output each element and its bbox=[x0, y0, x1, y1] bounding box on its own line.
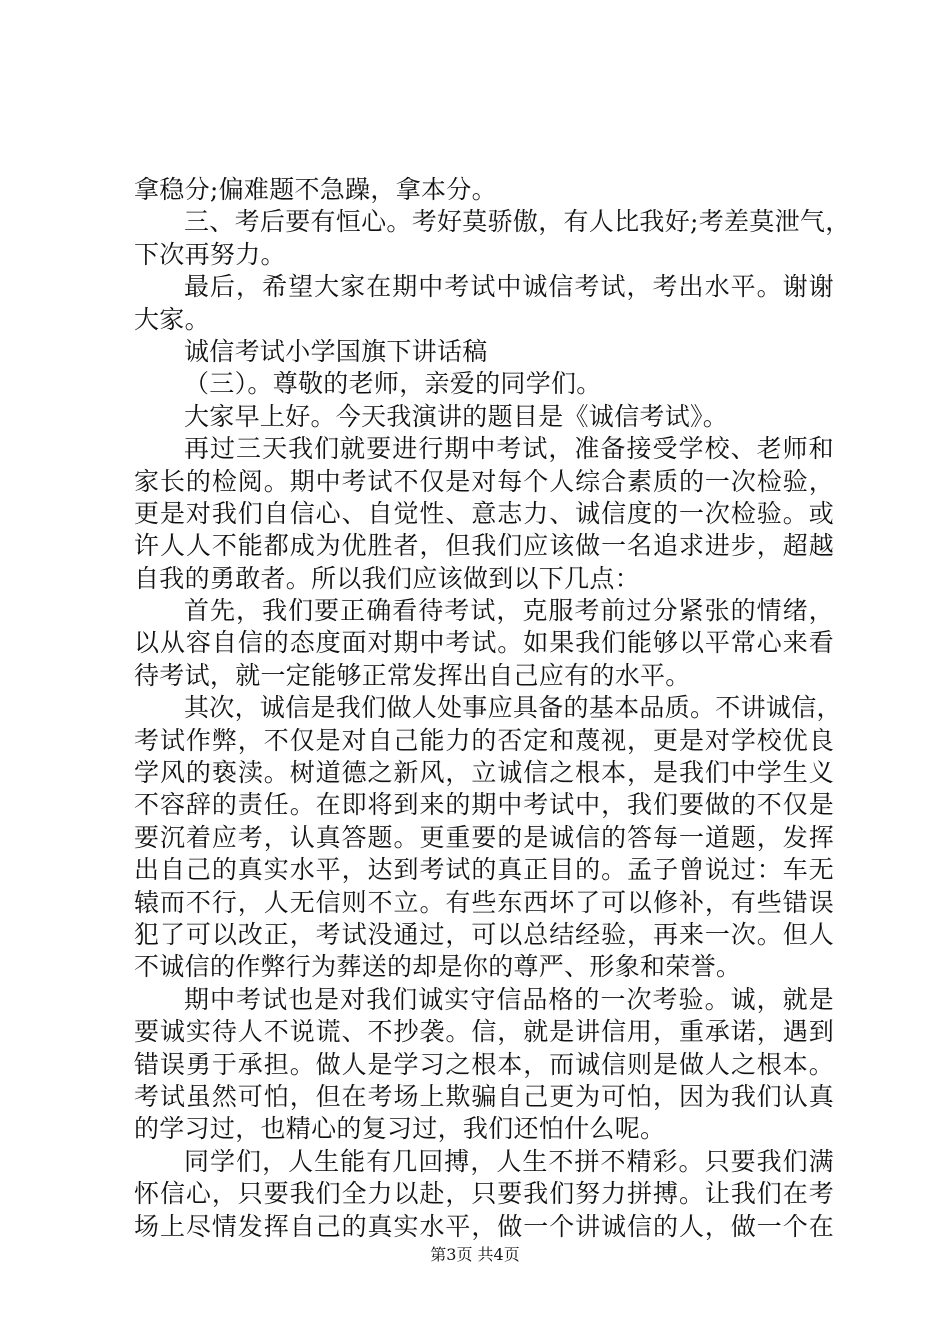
text-line: 大家早上好。今天我演讲的题目是《诚信考试》。 bbox=[184, 401, 729, 431]
text-line: 三、考后要有恒心。考好莫骄傲，有人比我好;考差莫泄气， bbox=[184, 207, 851, 237]
text-line: 学风的亵渎。树道德之新风，立诚信之根本，是我们中学生义 bbox=[134, 758, 834, 788]
text-line: 以从容自信的态度面对期中考试。如果我们能够以平常心来看 bbox=[134, 628, 834, 658]
text-line: 不容辞的责任。在即将到来的期中考试中，我们要做的不仅是 bbox=[134, 790, 834, 820]
document-body bbox=[134, 174, 851, 1243]
text-line: 许人人不能都成为优胜者，但我们应该做一名追求进步，超越 bbox=[134, 531, 834, 561]
text-line: 待考试，就一定能够正常发挥出自己应有的水平。 bbox=[134, 660, 691, 690]
text-line: 首先，我们要正确看待考试，克服考前过分紧张的情绪， bbox=[184, 596, 834, 626]
text-line: 其次，诚信是我们做人处事应具备的基本品质。不讲诚信， bbox=[184, 693, 842, 723]
text-line: 犯了可以改正，考试没通过，可以总结经验，再来一次。但人 bbox=[134, 919, 834, 949]
text-line: 家长的检阅。期中考试不仅是对每个人综合素质的一次检验， bbox=[134, 466, 834, 496]
text-line: （三）。尊敬的老师，亲爱的同学们。 bbox=[184, 369, 602, 399]
text-line: 不诚信的作弊行为葬送的却是你的尊严、形象和荣誉。 bbox=[134, 952, 742, 982]
text-line: 要诚实待人不说谎、不抄袭。信，就是讲信用，重承诺，遇到 bbox=[134, 1017, 834, 1047]
page-number: 第3页 共4页 bbox=[430, 1245, 520, 1264]
text-line: 怀信心，只要我们全力以赴，只要我们努力拼搏。让我们在考 bbox=[134, 1179, 834, 1209]
text-line: 最后，希望大家在期中考试中诚信考试，考出水平。谢谢 bbox=[184, 272, 834, 302]
text-line: 要沉着应考，认真答题。更重要的是诚信的答每一道题，发挥 bbox=[134, 822, 834, 852]
text-line: 大家。 bbox=[134, 304, 210, 334]
text-line: 辕而不行，人无信则不立。有些东西坏了可以修补，有些错误 bbox=[134, 887, 834, 917]
text-line: 考试作弊，不仅是对自己能力的否定和蔑视，更是对学校优良 bbox=[134, 725, 834, 755]
text-line: 错误勇于承担。做人是学习之根本，而诚信则是做人之根本。 bbox=[134, 1049, 834, 1079]
text-line: 场上尽情发挥自己的真实水平，做一个讲诚信的人，做一个在 bbox=[134, 1211, 834, 1241]
text-line: 的学习过，也精心的复习过，我们还怕什么呢。 bbox=[134, 1114, 666, 1144]
text-line: 下次再努力。 bbox=[134, 239, 286, 269]
text-line: 诚信考试小学国旗下讲话稿 bbox=[184, 336, 488, 366]
text-line: 拿稳分;偏难题不急躁，拿本分。 bbox=[134, 175, 497, 204]
text-line: 同学们，人生能有几回搏，人生不拼不精彩。只要我们满 bbox=[184, 1146, 834, 1176]
text-line: 再过三天我们就要进行期中考试，准备接受学校、老师和 bbox=[184, 434, 834, 464]
text-line: 更是对我们自信心、自觉性、意志力、诚信度的一次检验。或 bbox=[134, 498, 834, 528]
page-footer bbox=[0, 1244, 950, 1266]
text-line: 期中考试也是对我们诚实守信品格的一次考验。诚，就是 bbox=[184, 984, 834, 1014]
text-line: 考试虽然可怕，但在考场上欺骗自己更为可怕，因为我们认真 bbox=[134, 1081, 834, 1111]
text-line: 出自己的真实水平，达到考试的真正目的。孟子曾说过：车无 bbox=[134, 855, 834, 885]
text-line: 自我的勇敢者。所以我们应该做到以下几点： bbox=[134, 563, 641, 593]
